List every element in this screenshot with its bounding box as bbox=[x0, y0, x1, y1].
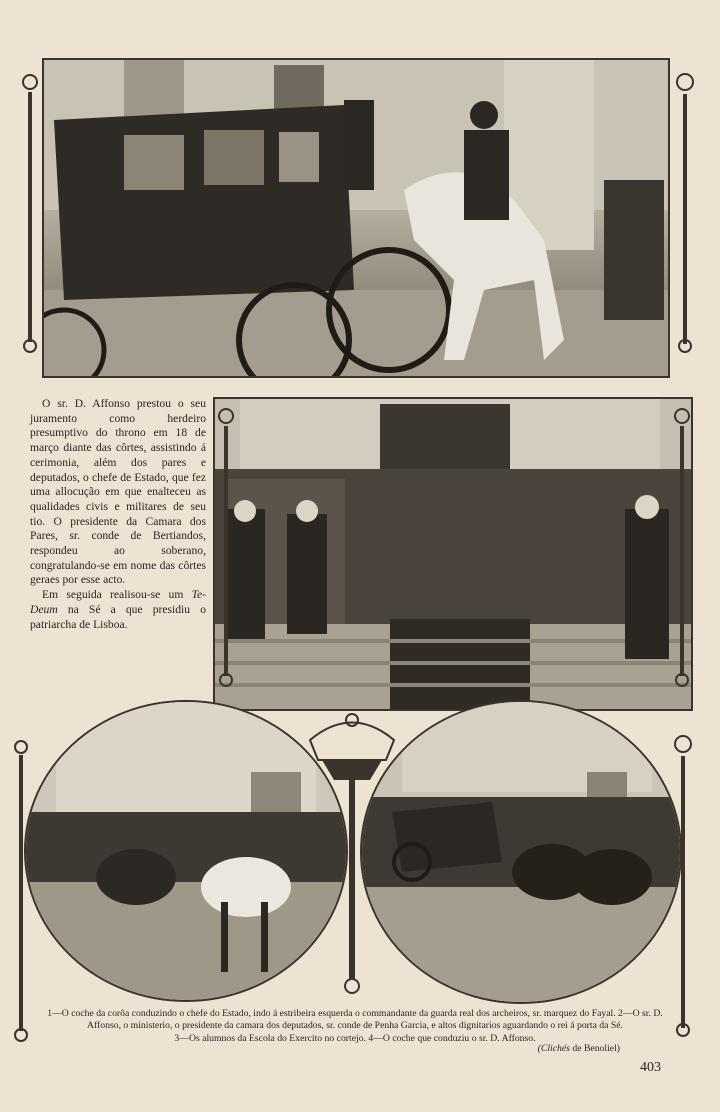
ornament-bottom-left bbox=[12, 735, 30, 1045]
article-paragraph-1: O sr. D. Affonso prestou o seu juramento como herdeiro presumptivo do throno em 18 de março diante das côrtes, assistindo á cerimonia, além dos pares e deputados, o chefe de Estado, que fez uma allocução em que enalteceu as qualidades civis e militares de seu tio. O presidente da Camara dos Pares, sr. conde de Bertiandos, respondeu ao soberano, congratulando-se em nome das côrtes geraes por esse acto. bbox=[30, 397, 206, 587]
ornament-left-top bbox=[20, 68, 40, 358]
photo-caption bbox=[30, 1008, 680, 1045]
crown-ornament-center bbox=[300, 710, 404, 1000]
ornament-right-top bbox=[674, 68, 696, 358]
credit-label: (Clichés bbox=[537, 1043, 570, 1054]
article-body bbox=[30, 397, 206, 632]
photo-credit bbox=[538, 1043, 620, 1054]
photo-se-cathedral bbox=[213, 397, 693, 711]
article-paragraph-2 bbox=[30, 588, 206, 632]
credit-name: de Benoliel) bbox=[572, 1043, 620, 1054]
se-cathedral-illustration bbox=[215, 399, 691, 709]
page-number: 403 bbox=[640, 1060, 661, 1075]
caption-line-2: 3—Os alumnos da Escola do Exercito no cortejo. 4—O coche que conduziu o sr. D. Affonso. bbox=[174, 1032, 536, 1044]
photo-affonso-coach bbox=[360, 700, 682, 1004]
article-paragraph-2-end: na Sé a que presidiu o patriarcha de Lisboa. bbox=[30, 602, 206, 631]
ornament-mid-left bbox=[216, 404, 236, 694]
royal-coach-illustration bbox=[44, 60, 668, 376]
te-deum-term: Te-Deum bbox=[30, 588, 206, 616]
caption-line-1: 1—O coche da corôa conduzindo o chefe do Estado, indo á estribeira esquerda o commandante da guarda real dos archeiros, sr. marquez do Fayal. 2—O sr. D. Affonso, o ministerio, o presidente da camara dos deputados, sr. conde de Penha Garcia, e altos dignitarios aguardando o rei á porta da Sé. bbox=[47, 1008, 663, 1032]
affonso-coach-illustration bbox=[362, 702, 680, 1002]
ornament-bottom-right bbox=[672, 730, 694, 1040]
photo-royal-coach bbox=[42, 58, 670, 378]
ornament-mid-right bbox=[672, 404, 692, 694]
article-paragraph-2-start: Em seguida realisou-se um bbox=[42, 588, 192, 602]
army-cortege-illustration bbox=[26, 702, 346, 1000]
